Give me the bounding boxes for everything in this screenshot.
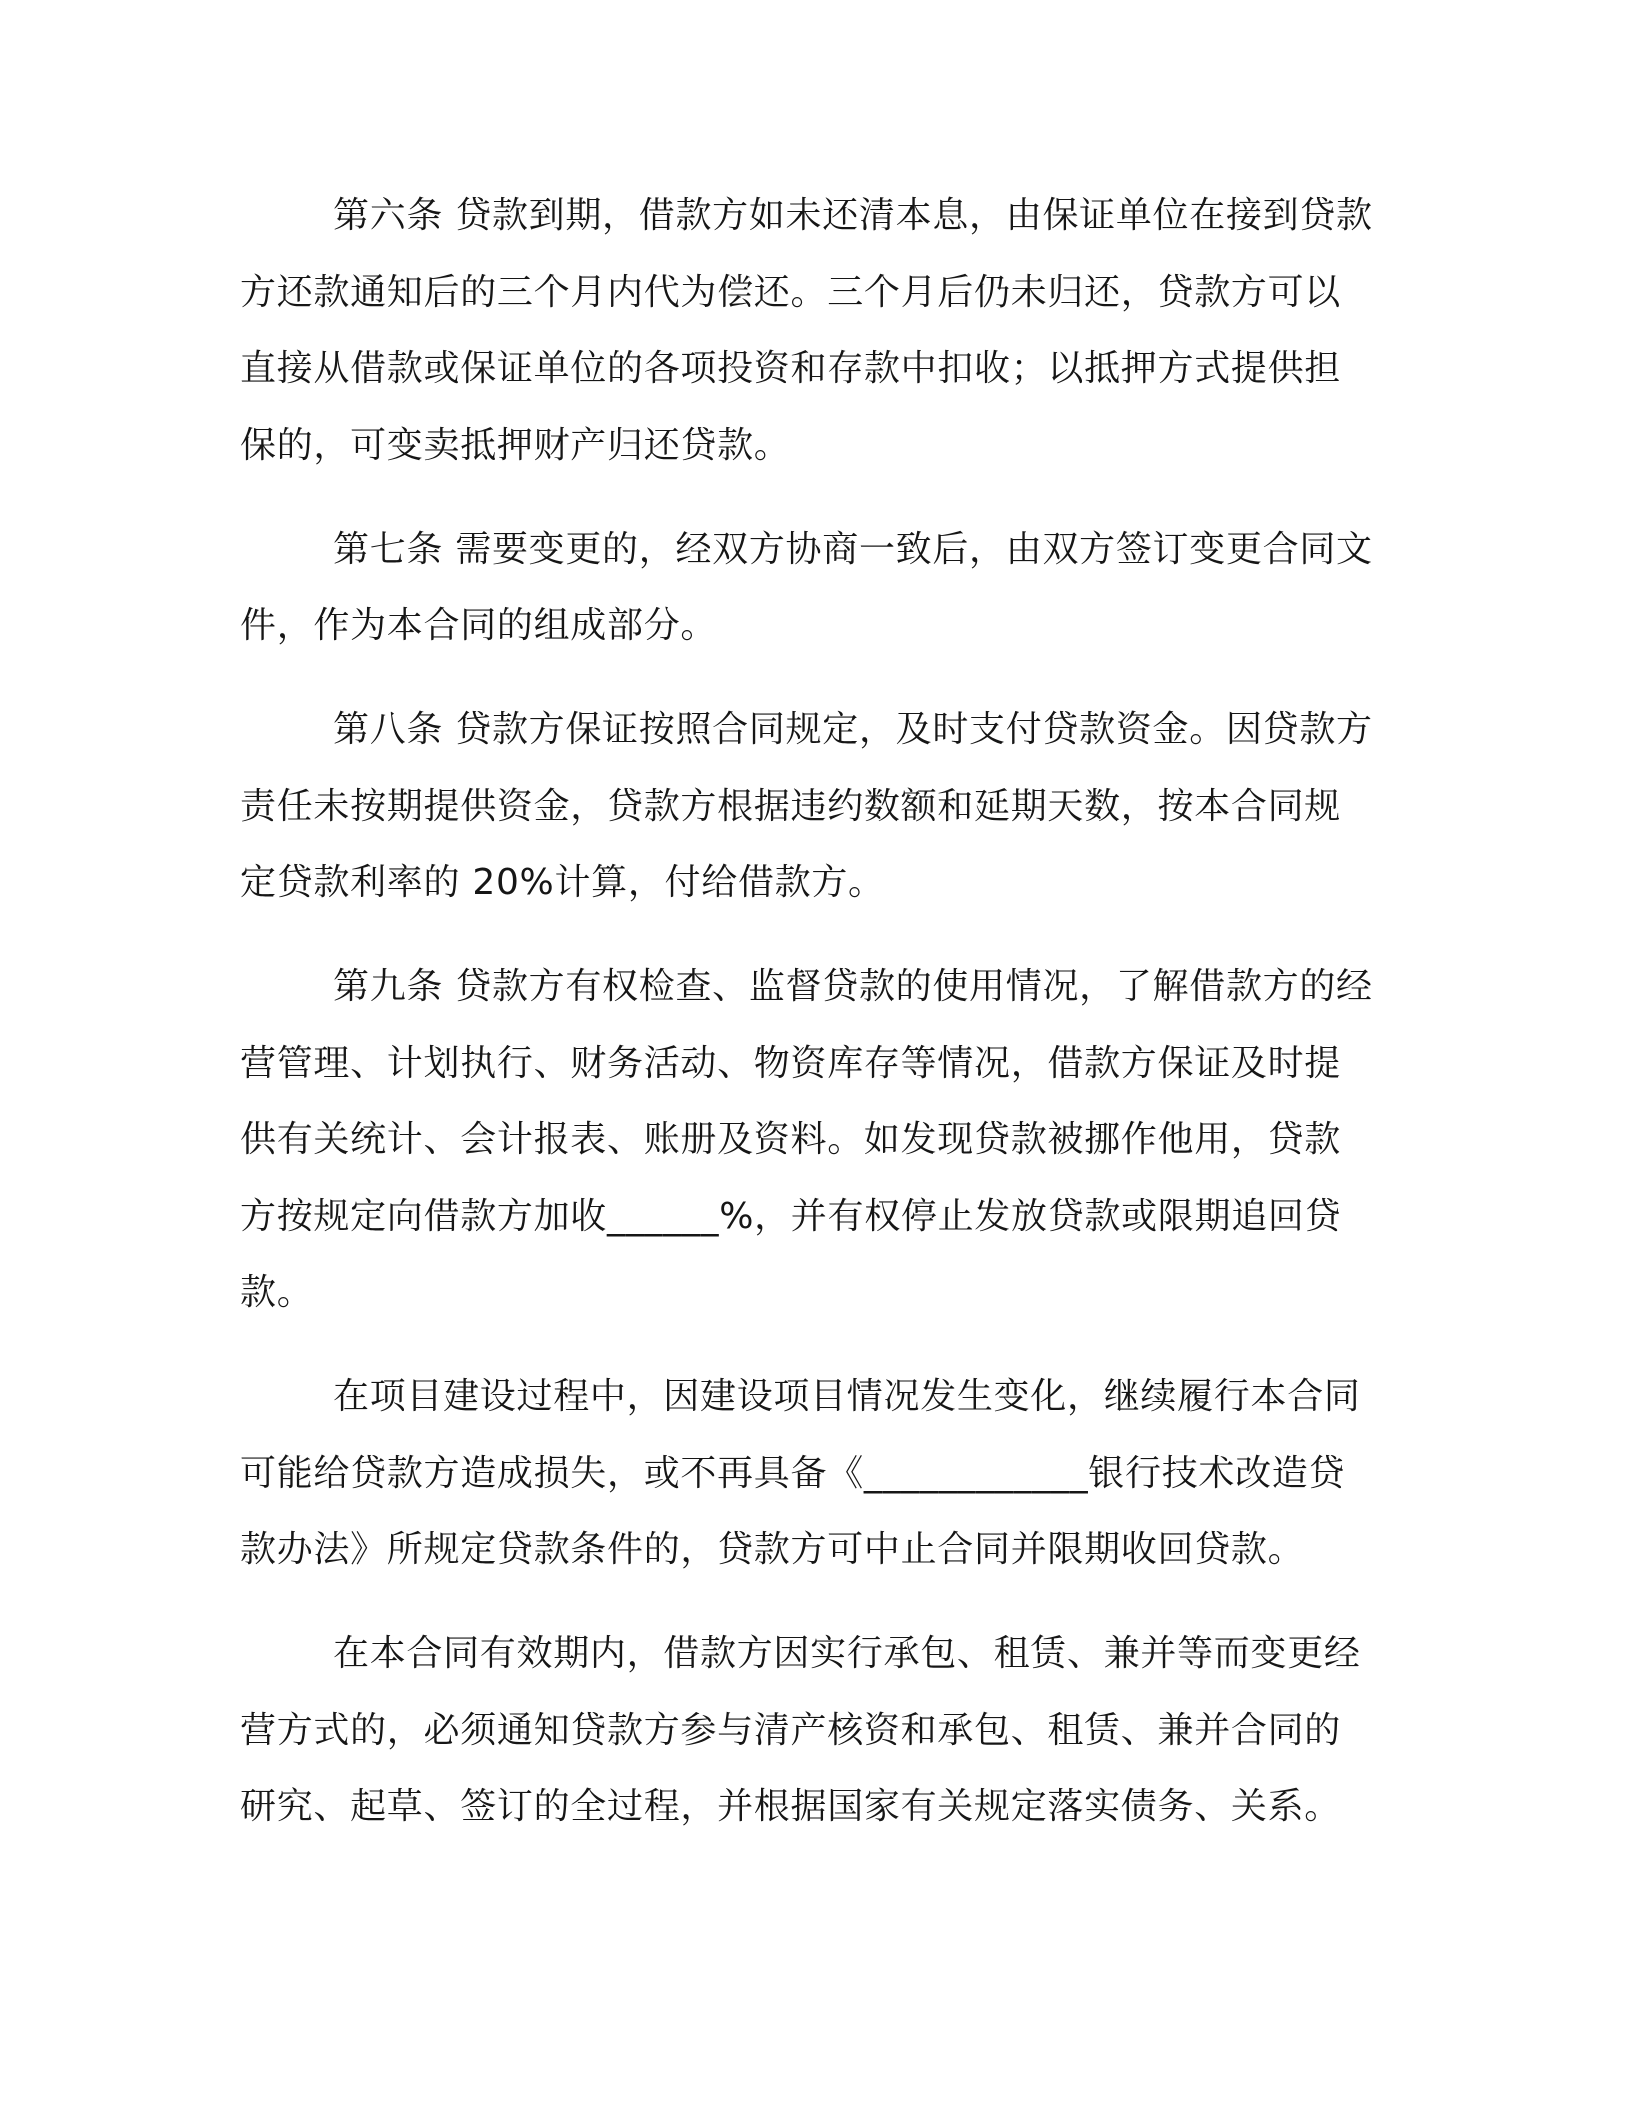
paragraph-line: 款办法》所规定贷款条件的，贷款方可中止合同并限期收回贷款。 xyxy=(240,1529,1305,1570)
paragraph-line: 在本合同有效期内，借款方因实行承包、租赁、兼并等而变更经 xyxy=(333,1633,1361,1674)
article-9-paragraph xyxy=(240,949,1632,1332)
paragraph-line: 件，作为本合同的组成部分。 xyxy=(240,605,718,646)
article-6-paragraph xyxy=(240,178,1632,484)
paragraph-line: 营方式的，必须通知贷款方参与清产核资和承包、租赁、兼并合同的 xyxy=(240,1709,1342,1751)
paragraph-line: 第七条 需要变更的，经双方协商一致后，由双方签订变更合同文 xyxy=(333,528,1373,570)
paragraph-line: 定贷款利率的 20%计算，付给借款方。 xyxy=(240,862,885,903)
paragraph-line: 研究、起草、签订的全过程，并根据国家有关规定落实债务、关系。 xyxy=(240,1786,1342,1827)
paragraph-line: 营管理、计划执行、财务活动、物资库存等情况，借款方保证及时提 xyxy=(240,1042,1342,1084)
paragraph-line: 第八条 贷款方保证按照合同规定，及时支付贷款资金。因贷款方 xyxy=(333,709,1373,750)
paragraph-line: 在项目建设过程中，因建设项目情况发生变化，继续履行本合同 xyxy=(333,1376,1361,1417)
project-change-paragraph xyxy=(240,1359,1632,1589)
paragraph-line: 责任未按期提供资金，贷款方根据违约数额和延期天数，按本合同规 xyxy=(240,785,1342,827)
paragraph-line: 保的，可变卖抵押财产归还贷款。 xyxy=(240,424,791,466)
paragraph-line: 第九条 贷款方有权检查、监督贷款的使用情况，了解借款方的经 xyxy=(333,966,1373,1007)
paragraph-line: 第六条 贷款到期，借款方如未还清本息，由保证单位在接到贷款 xyxy=(333,195,1373,236)
article-7-paragraph xyxy=(240,512,1632,665)
paragraph-line: 方按规定向借款方加收______%，并有权停止发放贷款或限期追回贷 xyxy=(240,1195,1342,1237)
paragraph-line: 供有关统计、会计报表、账册及资料。如发现贷款被挪作他用，贷款 xyxy=(240,1119,1342,1160)
paragraph-line: 方还款通知后的三个月内代为偿还。三个月后仍未归还，贷款方可以 xyxy=(240,271,1342,313)
operation-change-paragraph xyxy=(240,1616,1632,1846)
paragraph-line: 直接从借款或保证单位的各项投资和存款中扣收；以抵押方式提供担 xyxy=(240,348,1342,389)
paragraph-line: 可能给贷款方造成损失，或不再具备《____________银行技术改造贷 xyxy=(240,1452,1346,1494)
article-8-paragraph xyxy=(240,692,1632,922)
paragraph-line: 款。 xyxy=(240,1272,314,1313)
